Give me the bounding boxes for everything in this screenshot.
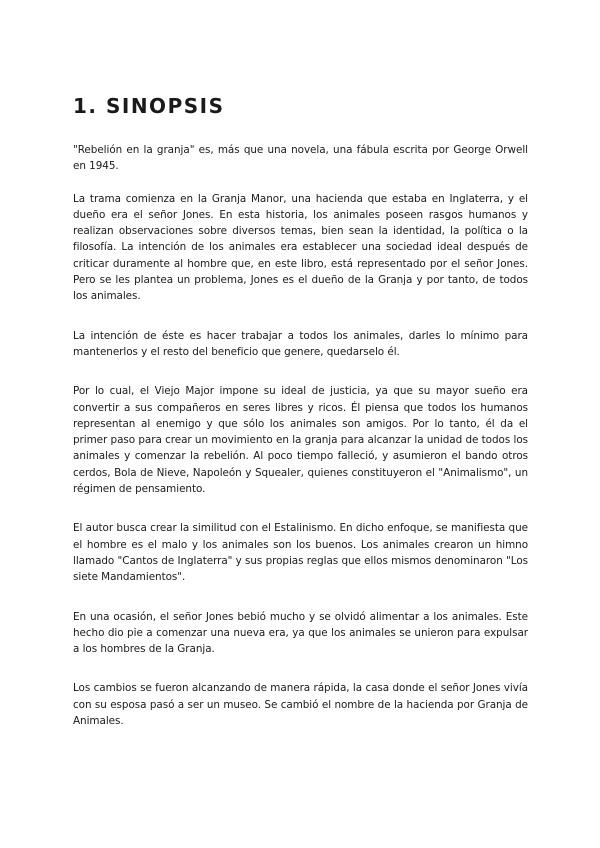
paragraph-jones-intent: La intención de éste es hacer trabajar a todos los animales, darles lo mínimo para mantenerlos y el resto del beneficio que genere, quedarselo él. [73, 329, 528, 358]
section-title: 1. SINOPSIS [73, 94, 225, 118]
paragraph-old-major: Por lo cual, el Viejo Major impone su ideal de justicia, ya que su mayor sueño era convertir a sus compañeros en seres libres y ricos. Él piensa que todos los humanos representan al enemigo y que sólo los animales son amigos. Por lo tanto, él da el primer paso para crear un movimiento en la granja para alcanzar la unidad de todos los animales y comenzar la rebelión. Al poco tiempo falleció, y asumieron el bando otros cerdos, Bola de Nieve, Napoleón y Squealer, quienes constituyeron el "Animalismo", un régimen de pensamiento. [73, 385, 528, 496]
paragraph-intro: "Rebelión en la granja" es, más que una novela, una fábula escrita por George Orwell en 1945. [73, 144, 528, 173]
paragraph-stalinism: El autor busca crear la similitud con el Estalinismo. En dicho enfoque, se manifiesta que el hombre es el malo y los animales son los buenos. Los animales crearon un himno llamado "Cantos de Inglaterra" y sus propias reglas que ellos mismos denominaron "Los siete Mandamientos". [73, 522, 528, 584]
paragraph-changes: Los cambios se fueron alcanzando de manera rápida, la casa donde el señor Jones vivía con su esposa pasó a ser un museo. Se cambió el nombre de la hacienda por Granja de Animales. [73, 682, 528, 728]
paragraph-new-era: En una ocasión, el señor Jones bebió mucho y se olvidó alimentar a los animales. Este hecho dio pie a comenzar una nueva era, ya que los animales se unieron para expulsar a los hombres de la Granja. [73, 610, 528, 656]
paragraph-plot-start: La trama comienza en la Granja Manor, una hacienda que estaba en Inglaterra, y el dueño era el señor Jones. En esta historia, los animales poseen rasgos humanos y realizan observaciones sobre diversos temas, bien sean la identidad, la política o la filosofía. La intención de los animales era establecer una sociedad ideal después de criticar duramente al hombre que, en este libro, está representado por el señor Jones. Pero se les plantea un problema, Jones es el dueño de la Granja y por tanto, de todos los animales. [73, 192, 528, 303]
document-page [73, 94, 528, 729]
